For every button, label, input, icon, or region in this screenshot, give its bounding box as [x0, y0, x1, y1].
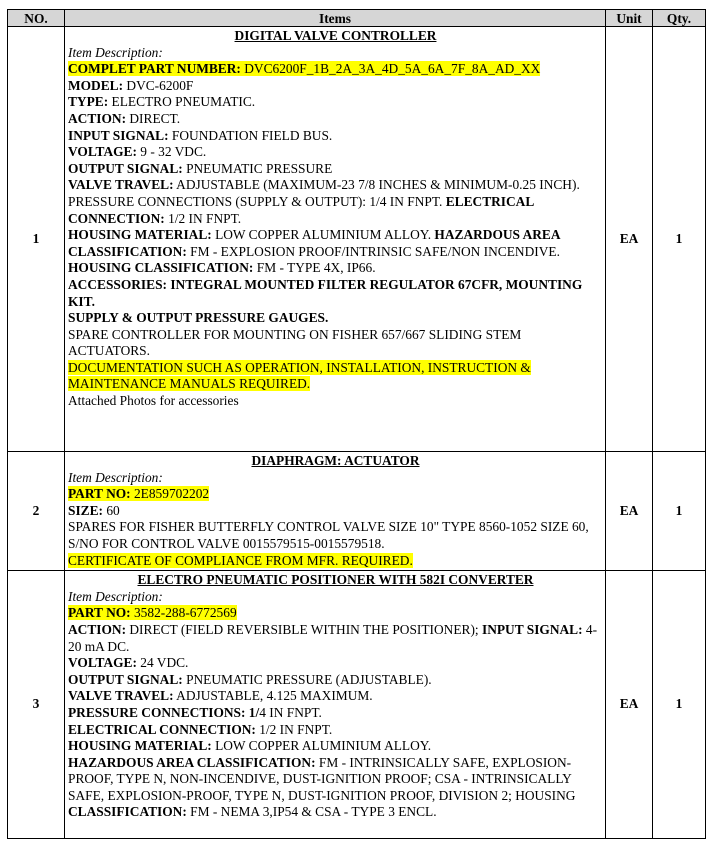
header-unit: Unit: [606, 10, 653, 27]
spec-line: PRESSURE CONNECTIONS: 1/4 IN FNPT.: [68, 704, 322, 720]
item-title: DIGITAL VALVE CONTROLLER: [234, 28, 437, 43]
spec-line: VALVE TRAVEL: ADJUSTABLE (MAXIMUM-23 7/8 INCHES & MINIMUM-0.25 INCH).: [68, 177, 580, 193]
spec-line: VALVE TRAVEL: ADJUSTABLE, 4.125 MAXIMUM.: [68, 688, 373, 704]
spec-line: SPARE CONTROLLER FOR MOUNTING ON FISHER 657/667 SLIDING STEM ACTUATORS.: [68, 326, 522, 359]
spec-line: Attached Photos for accessories: [68, 393, 239, 409]
row-number: 1: [8, 27, 65, 452]
spec-line: HAZARDOUS AREA CLASSIFICATION: FM - INTRINSICALLY SAFE, EXPLOSION-PROOF, TYPE N, NON-INCENDIVE, DUST-IGNITION PROOF; CSA - INTRINSICALLY SAFE, EXPLOSION-PROOF, TYPE N, DUST-IGNITION PROOF, DIVISION 2; HOUSING CLASSIFICATION: FM - NEMA 3,IP54 & CSA - TYPE 3 ENCL.: [68, 754, 576, 820]
highlighted-part-number: PART NO: 2E859702202: [68, 486, 210, 502]
highlighted-part-number: COMPLET PART NUMBER: DVC6200F_1B_2A_3A_4D_5A_6A_7F_8A_AD_XX: [68, 61, 541, 77]
spec-line: PRESSURE CONNECTIONS (SUPPLY & OUTPUT): 1/4 IN FNPT. ELECTRICAL CONNECTION: 1/2 IN FNPT.: [68, 193, 534, 226]
item-cell: [65, 571, 606, 839]
unit-cell: EA: [606, 452, 653, 571]
spec-line: SPARES FOR FISHER BUTTERFLY CONTROL VALVE SIZE 10" TYPE 8560-1052 SIZE 60, S/NO FOR CONTROL VALVE 0015579515-0015579518.: [68, 519, 589, 551]
spec-line: HOUSING MATERIAL: LOW COPPER ALUMINIUM ALLOY. HAZARDOUS AREA CLASSIFICATION: FM - EXPLOSION PROOF/INTRINSIC SAFE/NON INCENDIVE.: [68, 227, 560, 259]
spec-line: SUPPLY & OUTPUT PRESSURE GAUGES.: [68, 310, 329, 326]
unit-cell: EA: [606, 27, 653, 452]
spec-line: ELECTRICAL CONNECTION: 1/2 IN FNPT.: [68, 721, 333, 737]
items-table: [7, 9, 706, 839]
row-number: 2: [8, 452, 65, 571]
header-qty: Qty.: [653, 10, 706, 27]
table-row: [8, 571, 706, 839]
table-row: [8, 452, 706, 571]
spec-line: INPUT SIGNAL: FOUNDATION FIELD BUS.: [68, 127, 333, 143]
spec-line: VOLTAGE: 24 VDC.: [68, 655, 189, 671]
qty-cell: 1: [653, 27, 706, 452]
spec-line: MODEL: DVC-6200F: [68, 77, 194, 93]
documentation-note: DOCUMENTATION SUCH AS OPERATION, INSTALLATION, INSTRUCTION & MAINTENANCE MANUALS REQUIRED.: [68, 359, 531, 392]
row-number: 3: [8, 571, 65, 839]
header-no: NO.: [8, 10, 65, 27]
item-description-label: Item Description:: [68, 469, 163, 485]
qty-cell: 1: [653, 452, 706, 571]
certificate-note: CERTIFICATE OF COMPLIANCE FROM MFR. REQUIRED.: [68, 552, 413, 568]
spec-line: VOLTAGE: 9 - 32 VDC.: [68, 144, 207, 160]
table-row: [8, 27, 706, 452]
spec-line: HOUSING CLASSIFICATION: FM - TYPE 4X, IP66.: [68, 260, 376, 276]
spec-line: OUTPUT SIGNAL: PNEUMATIC PRESSURE: [68, 160, 333, 176]
item-title: DIAPHRAGM: ACTUATOR: [251, 453, 420, 468]
spec-line: ACCESSORIES: INTEGRAL MOUNTED FILTER REGULATOR 67CFR, MOUNTING KIT.: [68, 276, 583, 309]
header-items: Items: [65, 10, 606, 27]
highlighted-part-number: PART NO: 3582-288-6772569: [68, 605, 237, 621]
item-title: ELECTRO PNEUMATIC POSITIONER WITH 582I CONVERTER: [137, 572, 534, 588]
spec-line: HOUSING MATERIAL: LOW COPPER ALUMINIUM ALLOY.: [68, 738, 432, 754]
item-cell: [65, 452, 606, 571]
item-description-label: Item Description:: [68, 44, 163, 60]
spec-line: ACTION: DIRECT.: [68, 110, 181, 126]
item-cell: [65, 27, 606, 452]
header-row: [8, 10, 706, 27]
spec-line: TYPE: ELECTRO PNEUMATIC.: [68, 94, 256, 110]
item-description-label: Item Description:: [68, 588, 163, 604]
qty-cell: 1: [653, 571, 706, 839]
unit-cell: EA: [606, 571, 653, 839]
spec-line: SIZE: 60: [68, 502, 120, 518]
spec-line: OUTPUT SIGNAL: PNEUMATIC PRESSURE (ADJUSTABLE).: [68, 671, 432, 687]
spec-line: ACTION: DIRECT (FIELD REVERSIBLE WITHIN THE POSITIONER); INPUT SIGNAL: 4-20 mA DC.: [68, 621, 598, 654]
